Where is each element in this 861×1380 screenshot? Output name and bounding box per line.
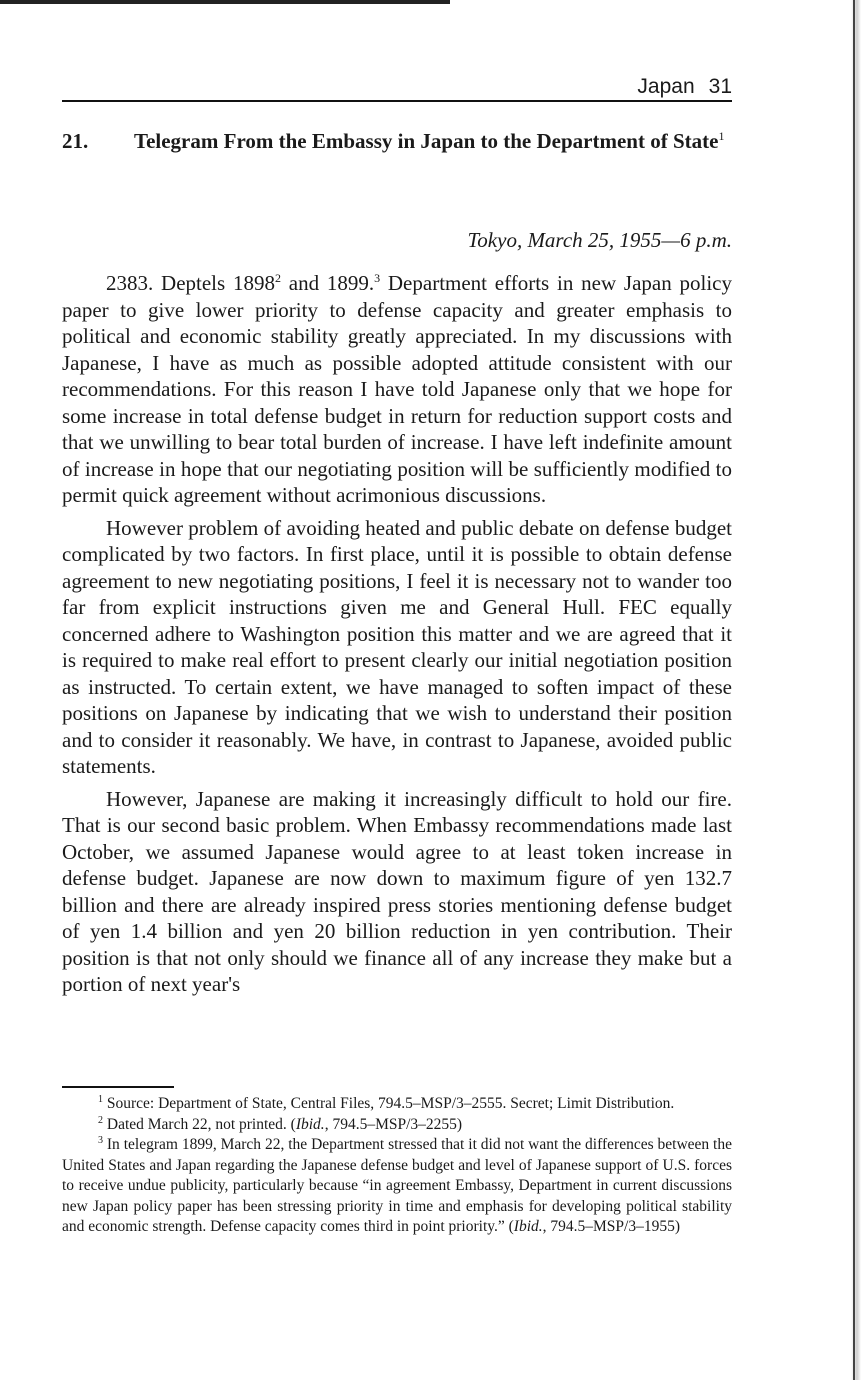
footnote-2 [62, 1115, 732, 1136]
footnote-3-mark: 3 [98, 1134, 103, 1146]
running-head [62, 74, 732, 102]
document-number: 21. [62, 129, 89, 153]
footnote-3-after: , 794.5–MSP/3–1955) [542, 1218, 681, 1235]
document-heading [62, 128, 732, 155]
scan-edge-top [0, 0, 450, 4]
footnote-1-mark: 1 [98, 1093, 103, 1105]
footnote-3-before: In telegram 1899, March 22, the Department stressed that it did not want the differences between the United States and Japan regarding the Japanese defense budget and level of Japanese support of U.S. forces to receive undue publicity, particularly because “in agreement Embassy, Department in current discussions new Japan policy paper has been stressing priority in time and emphasis for developing political stability and economic strength. Defense capacity comes third in point priority.” ( [62, 1136, 732, 1235]
footnotes [62, 1094, 732, 1238]
footnote-2-after: , 794.5–MSP/3–2255) [324, 1115, 463, 1133]
scan-edge-right [853, 0, 855, 1380]
footnote-divider [62, 1086, 174, 1088]
footnote-1-text: Source: Department of State, Central Files, 794.5–MSP/3–2555. Secret; Limit Distribution. [103, 1095, 675, 1112]
footnote-ref-3[interactable]: 3 [374, 271, 381, 285]
paragraph-1-rest: Department efforts in new Japan policy paper to give lower priority to defense capacity and greater emphasis to political and economic stability greatly appreciated. In my discussions with Japanese, I have as much as possible adopted attitude consistent with our recommendations. For this reason I have told Japanese only that we hope for some increase in total defense budget in return for reduction support costs and that we unwilling to bear total burden of increase. I have left indefinite amount of increase in hope that our negotiating position will be sufficiently modified to permit quick agreement without acrimonious discussions. [62, 271, 732, 507]
footnote-ref-1[interactable]: 1 [718, 129, 725, 143]
paragraph-1 [62, 270, 732, 509]
dateline: Tokyo, March 25, 1955—6 p.m. [467, 228, 732, 252]
footnote-1 [62, 1094, 732, 1115]
running-head-section: Japan [637, 75, 695, 98]
footnote-2-mark: 2 [98, 1114, 103, 1126]
footnote-ref-2[interactable]: 2 [274, 271, 281, 285]
paragraph-1-lead: 2383. Deptels 1898 [106, 271, 275, 295]
document-title-text: Telegram From the Embassy in Japan to the Department of State [134, 129, 719, 153]
footnote-3 [62, 1135, 732, 1238]
document-title [134, 128, 732, 155]
body-text [62, 270, 732, 1004]
footnote-2-ibid: Ibid. [295, 1115, 325, 1133]
paragraph-2: However problem of avoiding heated and public debate on defense budget complicated by two factors. In first place, until it is possible to obtain defense agreement to new negotiating positions, I feel it is necessary not to wander too far from explicit instructions given me and General Hull. FEC equally concerned adhere to Washington position this matter and we are agreed that it is required to make real effort to present clearly our initial negotiation position as instructed. To certain extent, we have managed to soften impact of these positions on Japanese by indicating that we wish to understand their position and to consider it reasonably. We have, in contrast to Japanese, avoided public statements. [62, 515, 732, 778]
paragraph-3: However, Japanese are making it increasingly difficult to hold our fire. That is our second basic problem. When Embassy recommendations made last October, we assumed Japanese would agree to at least token increase in defense budget. Japanese are now down to maximum figure of yen 132.7 billion and there are already inspired press stories mentioning defense budget of yen 1.4 billion and yen 20 billion reduction in yen contribution. Their position is that not only should we finance all of any increase they make but a portion of next year's [62, 786, 732, 996]
paragraph-1-mid: and 1899. [280, 271, 375, 295]
footnote-3-ibid: Ibid. [513, 1218, 543, 1235]
footnote-2-before: Dated March 22, not printed. ( [103, 1115, 296, 1133]
page-number: 31 [708, 75, 732, 98]
